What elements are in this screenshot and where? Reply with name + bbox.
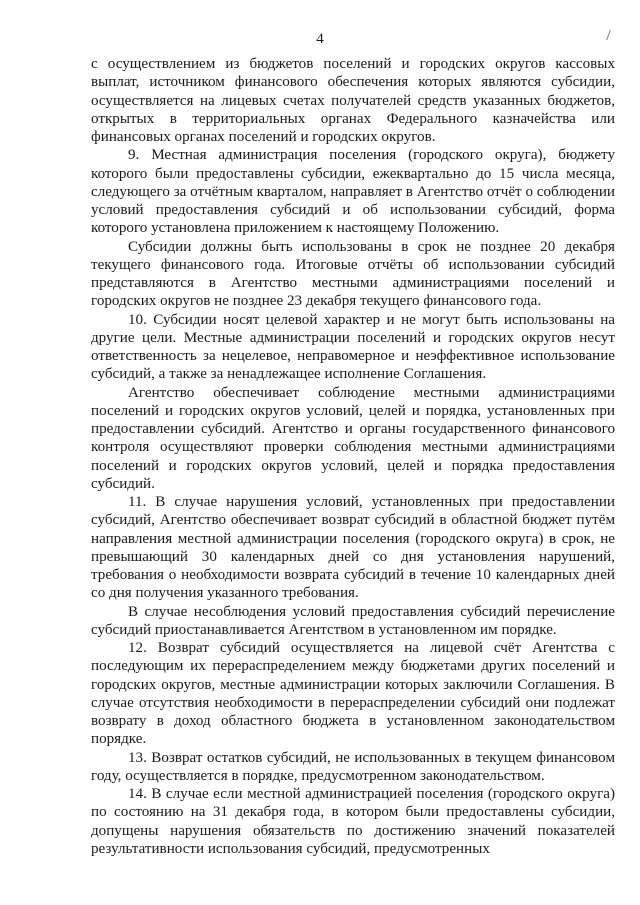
paragraph-item-11: 11. В случае нарушения условий, установленных при предоставлении субсидий, Агентство обеспечивает возврат субсидий в областной бюджет путём направления местной администрации поселения (городского округа) в срок, не превышающий 30 календарных дней со дня установления нарушений, требования о необходимости возврата субсидий в течение 10 календарных дней со дня получения указанного требования. [91, 494, 615, 602]
paragraph-item-14: 14. В случае если местной администрацией поселения (городского округа) по состоянию на 31 декабря года, в котором были предоставлены субсидии, допущены нарушения обязательств по достижению значений показателей результативности использования субсидий, предусмотренных [91, 786, 615, 857]
page-number: 4 [316, 31, 324, 47]
paragraph-item-13: 13. Возврат остатков субсидий, не использованных в текущем финансовом году, осуществляется в порядке, предусмотренном законодательством. [91, 749, 615, 784]
paragraph-agency-control: Агентство обеспечивает соблюдение местными администрациями поселений и городских округов условий, целей и порядка, установленных при предоставлении субсидий. Агентство и органы государственного финансового контроля осуществляют проверки соблюдения местными администрациями поселений и городских округов условий, целей и порядка предоставления субсидий. [91, 384, 615, 492]
paragraph-subsidy-deadline: Субсидии должны быть использованы в срок не позднее 20 декабря текущего финансового года. Итоговые отчёты об использовании субсидий представляются в Агентство местными администрациями поселений и городских округов не позднее 23 декабря текущего финансового года. [91, 238, 615, 310]
paragraph-suspension: В случае несоблюдения условий предоставления субсидий перечисление субсидий приостанавливается Агентством в установленном им порядке. [91, 603, 615, 638]
paragraph-item-10: 10. Субсидии носят целевой характер и не могут быть использованы на другие цели. Местные администрации поселений и городских округов несут ответственность за нецелевое, неправомерное и неэффективное использование субсидий, а также за ненадлежащее исполнение Соглашения. [91, 311, 615, 383]
paragraph-continuation: с осуществлением из бюджетов поселений и городских округов кассовых выплат, источником финансового обеспечения которых являются субсидии, осуществляется на лицевых счетах получателей средств указанных бюджетов, открытых в территориальных органах Федерального казначейства или финансовых органах поселений и городских округов. [91, 56, 615, 145]
body-text [91, 55, 615, 858]
paragraph-item-9: 9. Местная администрация поселения (городского округа), бюджету которого были предоставлены субсидии, ежеквартально до 15 числа месяца, следующего за отчётным кварталом, направляет в Агентство отчёт о соблюдении условий предоставления субсидий и об использовании субсидий, форма которого установлена приложением к настоящему Положению. [91, 147, 615, 237]
paragraph-item-12: 12. Возврат субсидий осуществляется на лицевой счёт Агентства с последующим их перераспределением между бюджетами других поселений и городских округов, местные администрации которых заключили Соглашения. В случае отсутствия необходимости в перераспределении субсидий они подлежат возврату в доход областного бюджета в установленном законодательством порядке. [91, 640, 615, 748]
